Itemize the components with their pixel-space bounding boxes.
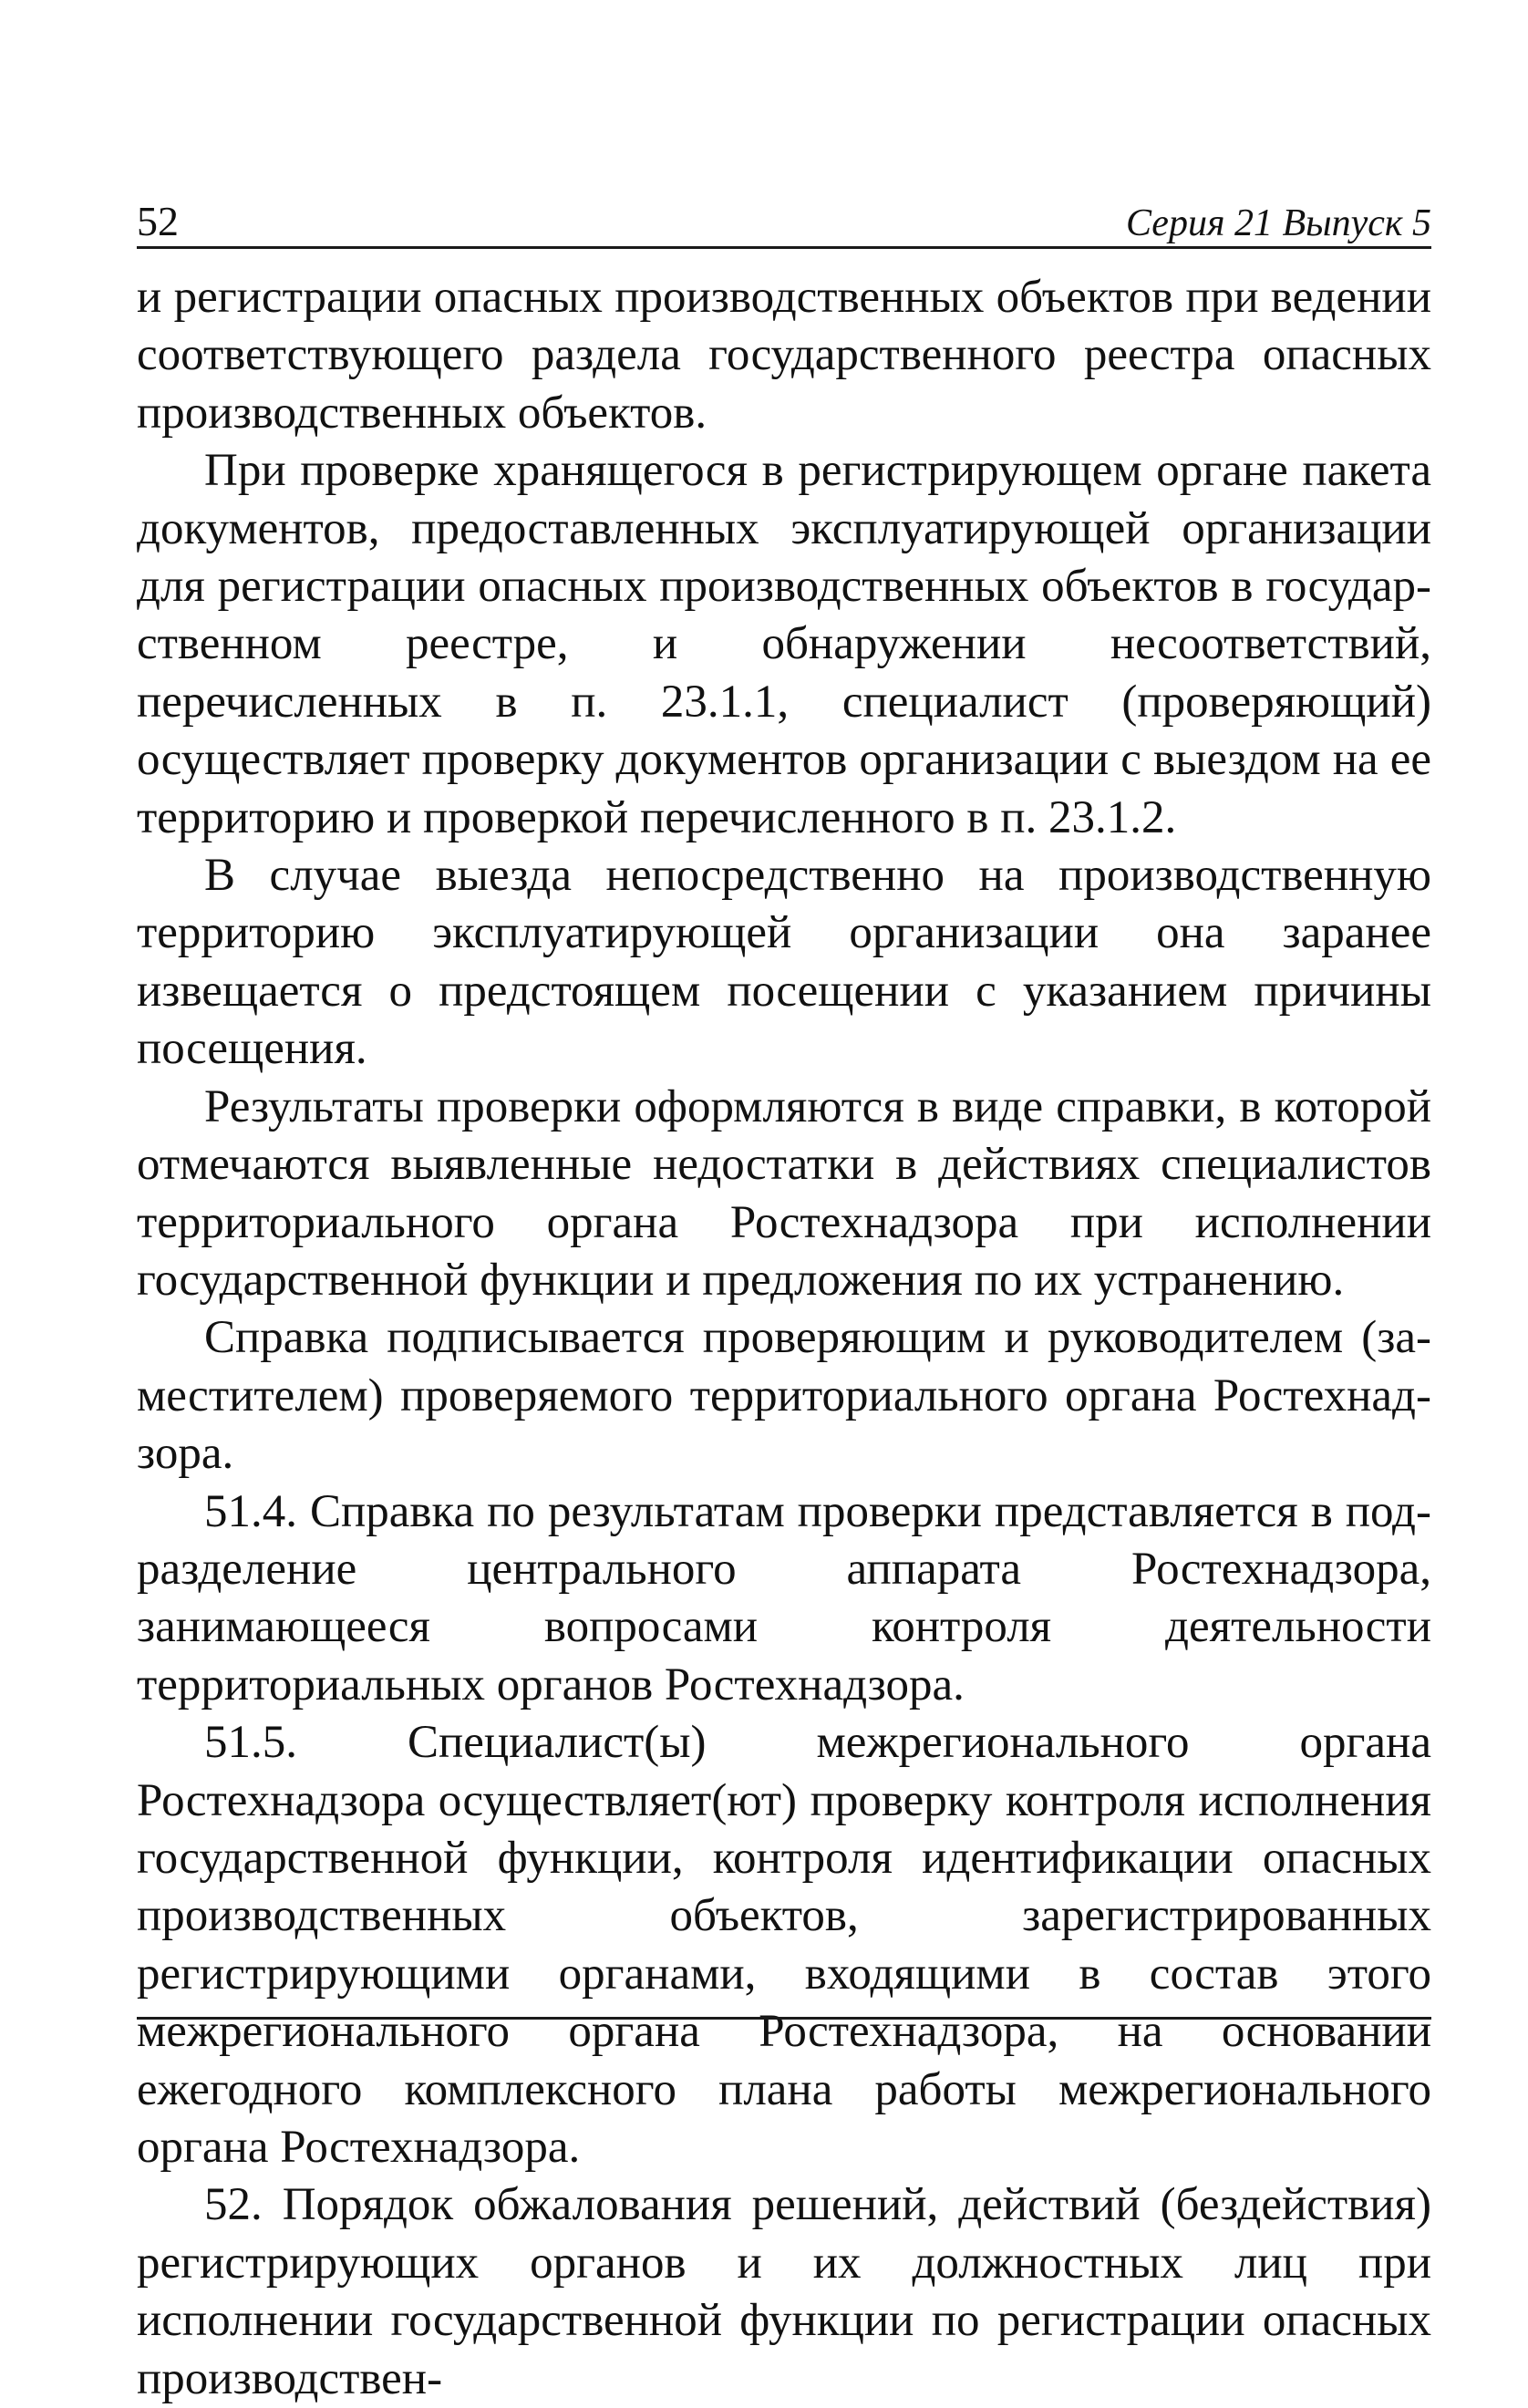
running-head — [137, 191, 1431, 249]
paragraph-certificate-signing: Справка подписывается проверяющим и руководителем (заместителем) проверяемого территориального органа Ростехнадзора. — [137, 1312, 1431, 1480]
page-number: 52 — [137, 198, 179, 244]
paragraph-document-check: При проверке хранящегося в регистрирующем органе пакета документов, предоставленных эксплуатирующей организации для регистрации опасных производственных объектов в государственном реестре, и обнаружении несоответствий, перечисленных в п. 23.1.1, специалист (проверяющий) осуществляет проверку документов организации с выездом на ее территорию и проверкой перечисленного в п. 23.1.2. — [137, 445, 1431, 843]
document-page — [137, 191, 1431, 2408]
paragraph-51-5: 51.5. Специалист(ы) межрегионального органа Ростехнадзора осуществляет(ют) проверку контроля исполнения государственной функции, контроля идентификации опасных производственных объектов, зарегистрированных регистрирующими органами, входящими в состав этого межрегионального органа Ростехнадзора, на основании ежегодного комплексного плана работы межрегионального органа Ростехнадзора. — [137, 1717, 1431, 2173]
paragraph-52: 52. Порядок обжалования решений, действий (бездействия) регистрирующих органов и их должностных лиц при исполнении государственной функции по регистрации опасных производствен- — [137, 2179, 1431, 2404]
paragraph-check-results: Результаты проверки оформляются в виде справки, в которой отмечаются выявленные недостатки в действиях специалистов территориального органа Ростехнадзора при исполнении государственной функции и предложения по их устранению. — [137, 1080, 1431, 1306]
footer-rule — [137, 2017, 1431, 2020]
body-text — [137, 269, 1431, 2408]
paragraph-site-visit: В случае выезда непосредственно на производственную территорию эксплуатирующей организации она заранее извещается о предстоящем посещении с указанием причины посещения. — [137, 850, 1431, 1075]
paragraph-51-4: 51.4. Справка по результатам проверки представляется в подразделение центрального аппарата Ростехнадзора, занимающееся вопросами контроля деятельности территориальных органов Ростехнадзора. — [137, 1485, 1431, 1710]
paragraph-continuation: и регистрации опасных производственных объектов при ведении соответствующего раздела государственного реестра опасных производственных объектов. — [137, 272, 1431, 439]
series-title: Серия 21 Выпуск 5 — [1126, 202, 1431, 244]
